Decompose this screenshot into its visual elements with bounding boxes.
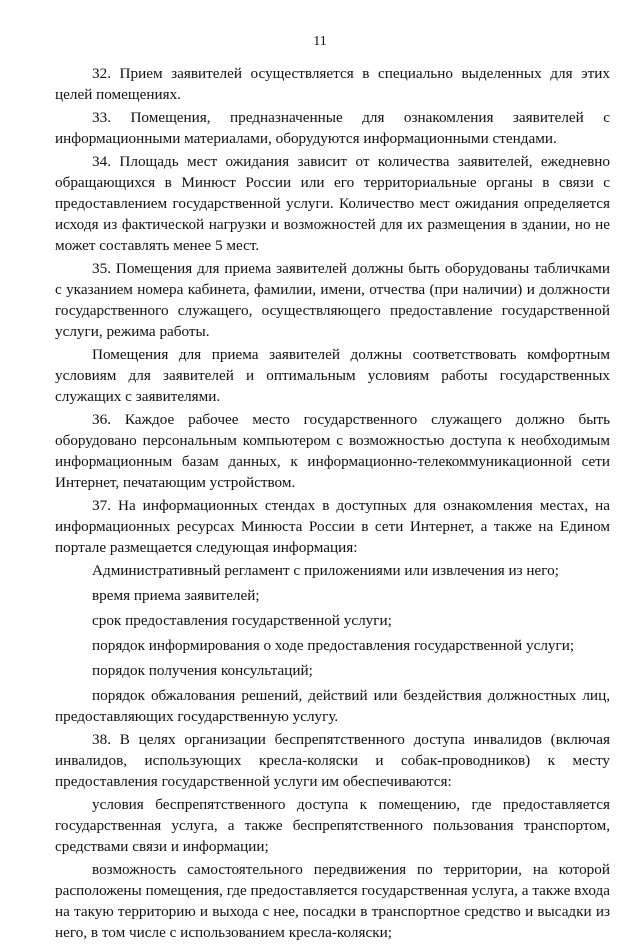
- list-item: условия беспрепятственного доступа к помещению, где предоставляется государственная услуга, а также беспрепятственного пользования транспортом, средствами связи и информации;: [55, 796, 610, 855]
- paragraph-35: 35. Помещения для приема заявителей должны быть оборудованы табличками с указанием номера кабинета, фамилии, имени, отчества (при наличии) и должности государственного служащего, осуществляющего предоставление государственной услуги, режима работы.: [55, 260, 610, 340]
- paragraph-37: 37. На информационных стендах в доступных для ознакомления местах, на информационных ресурсах Минюста России в сети Интернет, а также на Едином портале размещается следующая информация:: [55, 497, 610, 556]
- paragraph-36: 36. Каждое рабочее место государственного служащего должно быть оборудовано персональным компьютером с возможностью доступа к необходимым информационным базам данных, к информационно-телекоммуникационной сети Интернет, печатающим устройством.: [55, 411, 610, 491]
- paragraph-33: 33. Помещения, предназначенные для ознакомления заявителей с информационными материалами, оборудуются информационными стендами.: [55, 109, 610, 147]
- page-number: 11: [313, 34, 327, 49]
- paragraph-38: 38. В целях организации беспрепятственного доступа инвалидов (включая инвалидов, использующих кресла-коляски и собак-проводников) к месту предоставления государственной услуги им обеспечиваются:: [55, 731, 610, 790]
- list-item: порядок информирования о ходе предоставления государственной услуги;: [92, 637, 575, 654]
- paragraph-35-continued: Помещения для приема заявителей должны соответствовать комфортным условиям для заявителей и оптимальным условиям работы государственных служащих с заявителями.: [55, 346, 610, 405]
- document-body: [55, 63, 610, 945]
- list-item: порядок обжалования решений, действий или бездействия должностных лиц, предоставляющих государственную услугу.: [55, 687, 610, 725]
- paragraph-34: 34. Площадь мест ожидания зависит от количества заявителей, ежедневно обращающихся в Минюст России или его территориальные органы в связи с предоставлением государственной услуги. Количество мест ожидания определяется исходя из фактической нагрузки и возможностей для их размещения в здании, но не может составлять менее 5 мест.: [55, 153, 610, 254]
- paragraph-32: 32. Прием заявителей осуществляется в специально выделенных для этих целей помещениях.: [55, 65, 610, 103]
- list-item: срок предоставления государственной услуги;: [92, 612, 392, 629]
- list-item: Административный регламент с приложениями или извлечения из него;: [92, 562, 559, 579]
- list-item: порядок получения консультаций;: [92, 662, 313, 679]
- list-item: время приема заявителей;: [92, 587, 260, 604]
- list-item: возможность самостоятельного передвижения по территории, на которой расположены помещения, где предоставляется государственная услуга, а также входа на такую территорию и выхода с нее, посадки в транспортное средство и высадки из него, в том числе с использованием кресла-коляски;: [55, 861, 610, 941]
